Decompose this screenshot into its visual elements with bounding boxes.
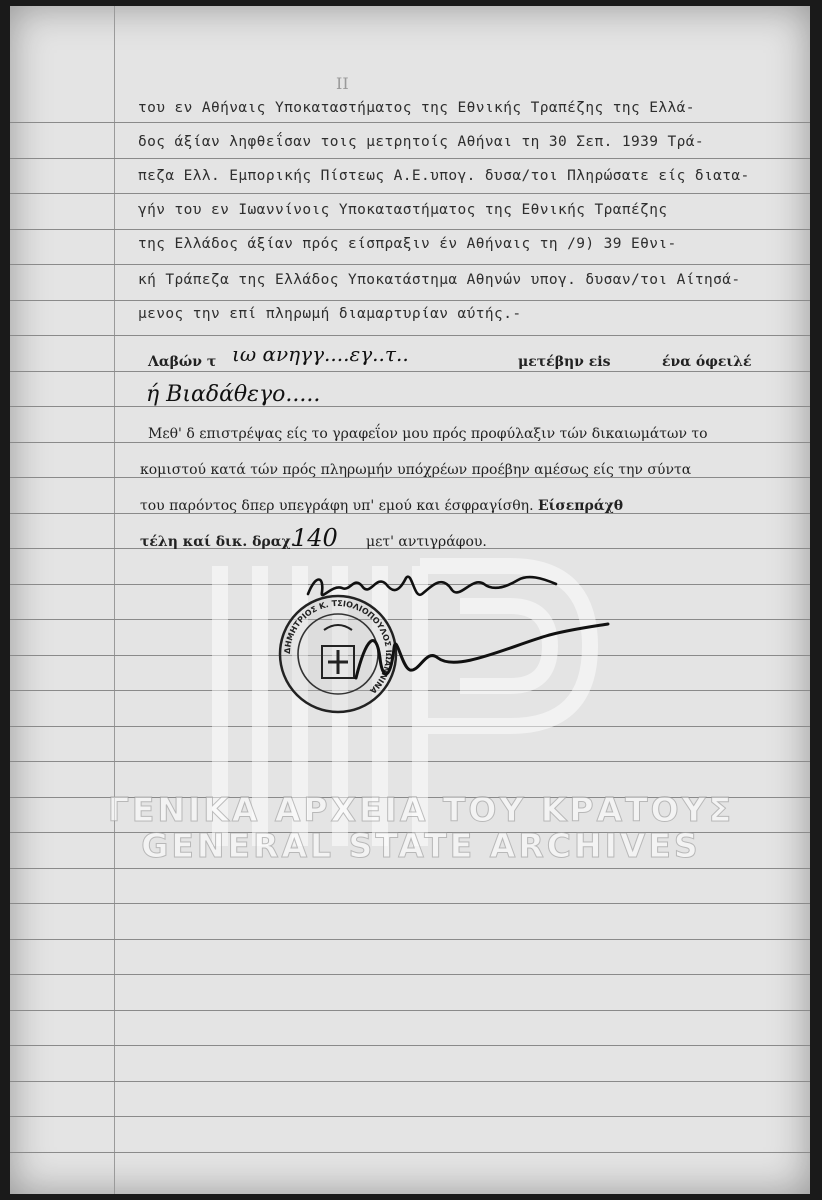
watermark-greek: ΓΕΝΙΚΑ ΑΡΧΕΙΑ ΤΟΥ ΚΡΑΤΟΥΣ (107, 790, 735, 829)
seal-text: ΔΗΜΗΤΡΙΟΣ Κ. ΤΣΙΟΛΙΟΠΟΥΛΟΣ ΙΩΑΝΝΙΝΑ (282, 598, 394, 696)
ruled-line (10, 939, 810, 940)
typed-line: πεζα Ελλ. Εμπορικής Πίστεως Α.Ε.υπογ. δυσα/τοι Πληρώσατε είς διατα- (138, 168, 750, 184)
form-line6-end: μετ' αντιγράφου. (366, 534, 487, 550)
ruled-line (10, 1116, 810, 1117)
ruled-line (10, 264, 810, 265)
typed-line: του εν Αθήναις Υποκαταστήματος της Εθνικής Τραπέζης της Ελλά- (138, 100, 695, 116)
typed-line: μενος την επί πληρωμή διαμαρτυρίαν αύτής.- (138, 306, 522, 322)
form-line1-start: Λαβών τ (148, 354, 217, 370)
ruled-line (10, 903, 810, 904)
margin-rule (114, 6, 115, 1194)
form-line5-bold: Είσεπράχθ (537, 498, 624, 514)
ruled-line (10, 158, 810, 159)
ruled-line (10, 122, 810, 123)
page-number: ΙΙ (336, 74, 349, 93)
form-line1-end: ένα όφειλέ (662, 354, 752, 370)
ruled-line (10, 371, 810, 372)
typed-line: κή Τράπεζα της Ελλάδος Υποκατάστημα Αθηνών υπογ. δυσαν/τοι Αίτησά- (138, 272, 741, 288)
typed-line: της Ελλάδος άξίαν πρός είσπραξιν έν Αθήναις τη /9) 39 Εθνι- (138, 236, 677, 252)
ruled-line (10, 406, 810, 407)
ruled-line (10, 1081, 810, 1082)
form-line1-mid: μετέβην εis (518, 354, 611, 370)
ruled-line (10, 974, 810, 975)
handwritten-line2: ή Βιαδάθεγο..... (146, 382, 321, 407)
document-page (10, 6, 810, 1194)
typed-line: γήν του εν Ιωαννίνοις Υποκαταστήματος της Εθνικής Τραπέζης (138, 202, 668, 218)
ruled-line (10, 300, 810, 301)
typed-line: δος άξίαν ληφθεΐσαν τοις μετρητοίς Αθήναι τη 30 Σεπ. 1939 Τρά- (138, 134, 705, 150)
ruled-line (10, 229, 810, 230)
ruled-line (10, 335, 810, 336)
form-line5-text: του παρόντος δπερ υπεγράφη υπ' εμού και έσφραγίσθη. (140, 498, 534, 514)
signature-mark (346, 618, 616, 698)
ruled-line (10, 1010, 810, 1011)
ruled-line (10, 442, 810, 443)
ruled-line (10, 1152, 810, 1153)
form-line6-start: τέλη καί δικ. δραχ. (140, 534, 296, 550)
form-line4: κομιστού κατά τών πρός πληρωμήν υπόχρέων προέβην αμέσως είς την σύντα (140, 462, 692, 478)
watermark-english: GENERAL STATE ARCHIVES (141, 826, 701, 865)
ruled-line (10, 1045, 810, 1046)
form-line3: Μεθ' δ επιστρέψας είς το γραφεΐον μου πρός προφύλαξιν τών δικαιωμάτων το (148, 426, 708, 442)
handwritten-fee: 140 (292, 524, 338, 552)
form-line5 (140, 498, 623, 514)
ruled-line (10, 193, 810, 194)
handwritten-line1: ιω ανηγγ....εγ..τ.. (232, 342, 409, 366)
signature-text: Ο Κλητήρ Ιωαννης (302, 564, 312, 565)
